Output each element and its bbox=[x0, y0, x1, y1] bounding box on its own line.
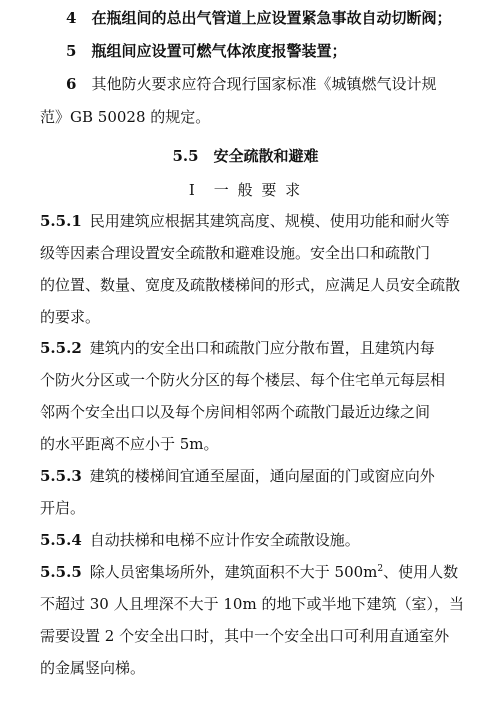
clause-5-5-2-line-2: 个防火分区或一个防火分区的每个楼层、每个住宅单元每层相 bbox=[40, 371, 446, 389]
item-text: 瓶组间应设置可燃气体浓度报警装置； bbox=[91, 42, 347, 60]
subsection-title: Ⅰ 一 般 要 求 bbox=[188, 181, 303, 199]
item-4 bbox=[66, 8, 470, 28]
item-5 bbox=[66, 41, 470, 61]
item-number: 5 bbox=[66, 42, 77, 60]
clause-5-5-2-line-1 bbox=[40, 338, 470, 358]
clause-text: 民用建筑应根据其建筑高度、规模、使用功能和耐火等 bbox=[89, 212, 450, 230]
clause-number: 5.5.5 bbox=[40, 563, 82, 581]
item-6-continuation: 范》GB 50028 的规定。 bbox=[40, 108, 211, 126]
item-text: 其他防火要求应符合现行国家标准《城镇燃气设计规 bbox=[91, 75, 437, 93]
clause-number: 5.5.2 bbox=[40, 339, 82, 357]
clause-5-5-2-line-3: 邻两个安全出口以及每个房间相邻两个疏散门最近边缘之间 bbox=[40, 403, 431, 421]
clause-5-5-5-line-1 bbox=[40, 562, 470, 582]
item-number: 6 bbox=[66, 75, 77, 93]
clause-5-5-5-line-3: 需要设置 2 个安全出口时，其中一个安全出口可利用直通室外 bbox=[40, 627, 450, 645]
clause-5-5-1-line-3: 的位置、数量、宽度及疏散楼梯间的形式，应满足人员安全疏散 bbox=[40, 276, 461, 294]
clause-number: 5.5.1 bbox=[40, 212, 82, 230]
item-text: 在瓶组间的总出气管道上应设置紧急事故自动切断阀； bbox=[91, 9, 452, 27]
superscript: 2 bbox=[377, 564, 384, 574]
clause-5-5-3-line-1 bbox=[40, 466, 470, 486]
clause-5-5-1-line-4: 的要求。 bbox=[40, 308, 101, 326]
clause-5-5-1-line-1 bbox=[40, 211, 470, 231]
clause-text: 建筑的楼梯间宜通至屋面，通向屋面的门或窗应向外 bbox=[89, 467, 435, 485]
section-title: 5.5 安全疏散和避难 bbox=[172, 147, 319, 165]
clause-5-5-5-line-4: 的金属竖向梯。 bbox=[40, 659, 146, 677]
clause-5-5-5-line-2: 不超过 30 人且埋深不大于 10m 的地下或半地下建筑（室），当 bbox=[40, 595, 464, 613]
item-6 bbox=[66, 74, 470, 94]
clause-number: 5.5.3 bbox=[40, 467, 82, 485]
clause-text: 除人员密集场所外，建筑面积不大于 500m bbox=[89, 563, 378, 581]
clause-5-5-3-line-2: 开启。 bbox=[40, 499, 86, 517]
clause-text: 自动扶梯和电梯不应计作安全疏散设施。 bbox=[89, 531, 360, 549]
clause-text: 、使用人数 bbox=[383, 563, 459, 581]
clause-number: 5.5.4 bbox=[40, 531, 82, 549]
clause-text: 建筑内的安全出口和疏散门应分散布置，且建筑内每 bbox=[89, 339, 435, 357]
clause-5-5-4-line-1 bbox=[40, 530, 470, 550]
clause-5-5-2-line-4: 的水平距离不应小于 5m。 bbox=[40, 435, 219, 453]
item-number: 4 bbox=[66, 9, 77, 27]
clause-5-5-1-line-2: 级等因素合理设置安全疏散和避难设施。安全出口和疏散门 bbox=[40, 244, 431, 262]
